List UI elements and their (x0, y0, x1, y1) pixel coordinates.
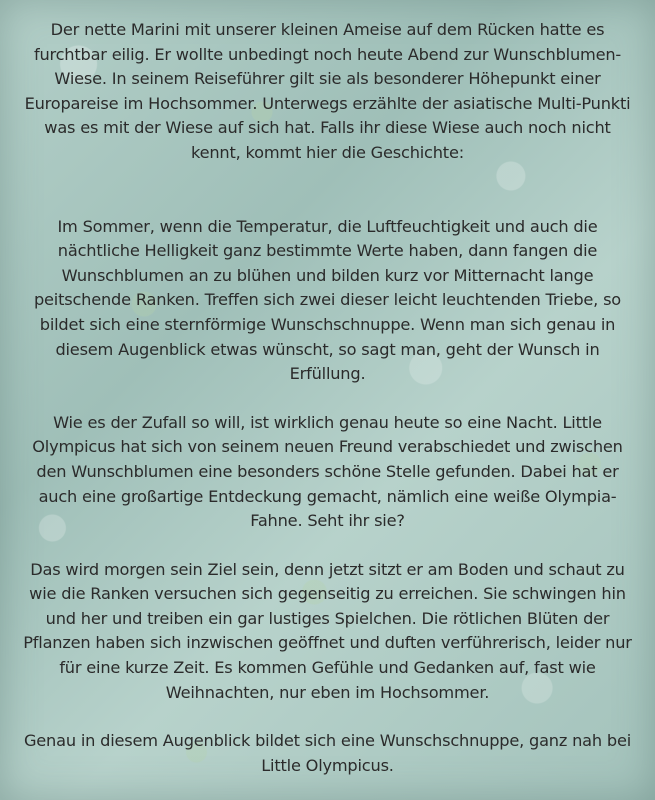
story-paragraph-5: Genau in diesem Augenblick bildet sich eine Wunschschnuppe, ganz nah bei Little Olympicus. (23, 731, 632, 775)
story-paragraph-4: Das wird morgen sein Ziel sein, denn jetzt sitzt er am Boden und schaut zu wie die Ranken versuchen sich gegenseitig zu erreichen. Sie schwingen hin und her und treiben ein gar lustiges Spielchen. Die rötlichen Blüten der Pflanzen haben sich inzwischen geöffnet und duften verführerisch, leider nur für eine kurze Zeit. Es kommen Gefühle und Gedanken auf, fast wie Weihnachten, nur eben im Hochsommer. (23, 559, 632, 702)
story-text (18, 18, 637, 778)
story-paragraph-1: Der nette Marini mit unserer kleinen Ameise auf dem Rücken hatte es furchtbar eilig. Er wollte unbedingt noch heute Abend zur Wunschblumen-Wiese. In seinem Reiseführer gilt sie als besonderer Höhepunkt einer Europareise im Hochsommer. Unterwegs erzählte der asiatische Multi-Punkti was es mit der Wiese auf sich hat. Falls ihr diese Wiese auch noch nicht kennt, kommt hier die Geschichte: (24, 20, 631, 162)
story-paragraph-3: Wie es der Zufall so will, ist wirklich genau heute so eine Nacht. Little Olympicus hat sich von seinem neuen Freund verabschiedet und zwischen den Wunschblumen eine besonders schöne Stelle gefunden. Dabei hat er auch eine großartige Entdeckung gemacht, nämlich eine weiße Olympia-Fahne. Seht ihr sie? (32, 412, 623, 531)
story-paragraph-2: Im Sommer, wenn die Temperatur, die Luftfeuchtigkeit und auch die nächtliche Helligkeit ganz bestimmte Werte haben, dann fangen die Wunschblumen an zu blühen und bilden kurz vor Mitternacht lange peitschende Ranken. Treffen sich zwei dieser leicht leuchtenden Triebe, so bildet sich eine sternförmige Wunschschnuppe. Wenn man sich genau in diesem Augenblick etwas wünscht, so sagt man, geht der Wunsch in Erfüllung. (33, 216, 622, 384)
